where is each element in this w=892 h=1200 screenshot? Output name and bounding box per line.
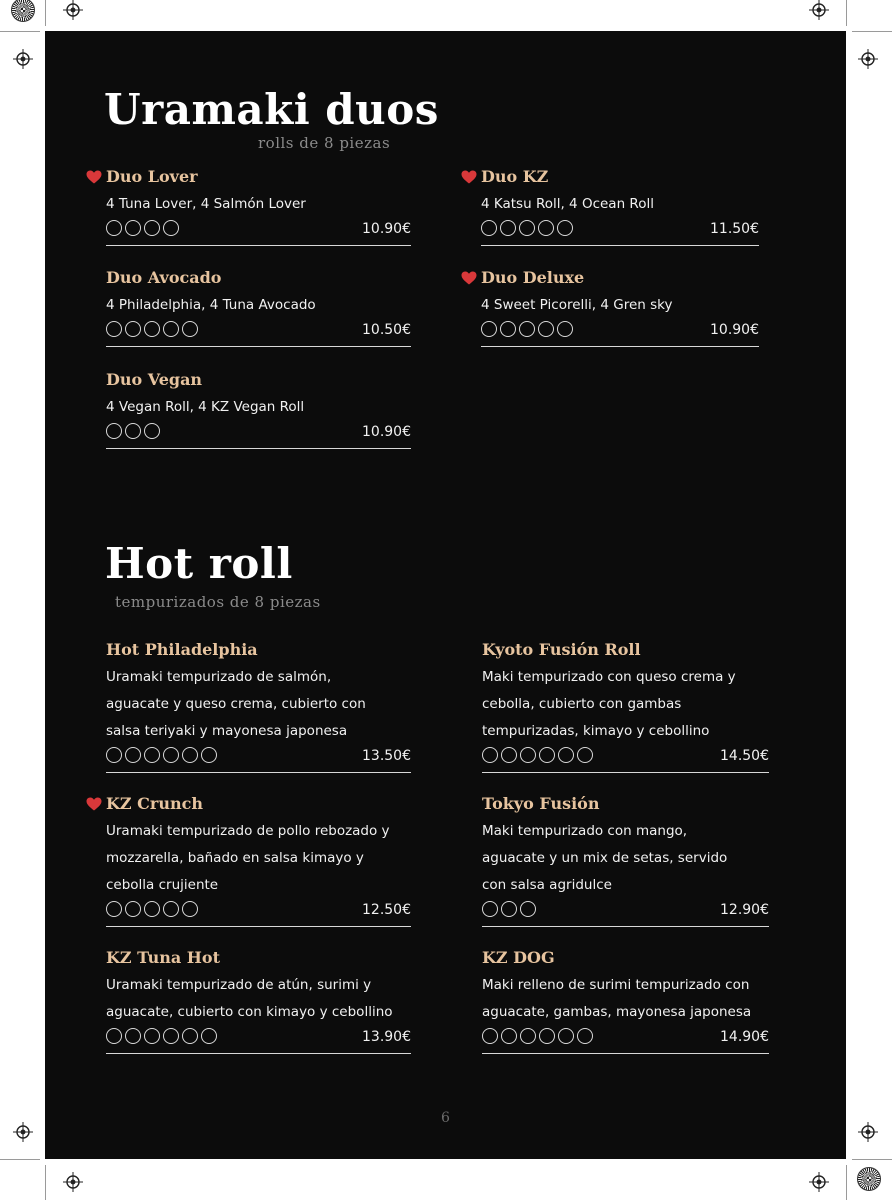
rating-circle-icon xyxy=(163,321,179,337)
item-name xyxy=(106,948,411,968)
item-description: 4 Vegan Roll, 4 KZ Vegan Roll xyxy=(106,399,305,415)
item-footer xyxy=(106,745,411,767)
item-divider xyxy=(481,245,759,246)
rating-circle-icon xyxy=(501,747,517,763)
crop-mark xyxy=(45,1165,46,1200)
registration-mark-icon xyxy=(809,1172,829,1192)
rating-circle-icon xyxy=(520,901,536,917)
crop-mark xyxy=(846,0,847,26)
item-name-text: KZ Tuna Hot xyxy=(106,948,220,967)
section-title-hot-roll: Hot roll xyxy=(105,539,293,588)
item-footer xyxy=(106,899,411,921)
crop-mark xyxy=(45,0,46,26)
rating-circle-icon xyxy=(125,423,141,439)
rating-circle-icon xyxy=(539,747,555,763)
rating-circle-icon xyxy=(558,1028,574,1044)
rating-circle-icon xyxy=(539,1028,555,1044)
item-divider xyxy=(106,772,411,773)
rating-circle-icon xyxy=(163,220,179,236)
item-name xyxy=(482,948,769,968)
registration-mark-icon xyxy=(809,0,829,20)
item-name-text: Duo KZ xyxy=(481,167,549,186)
item-description: Uramaki tempurizado de pollo rebozado y mozzarella, bañado en salsa kimayo y cebolla crujiente xyxy=(106,823,390,893)
rating-circle-icon xyxy=(106,220,122,236)
rating-circle-icon xyxy=(182,747,198,763)
rating-circle-icon xyxy=(557,321,573,337)
item-footer xyxy=(481,319,759,341)
crop-mark xyxy=(852,1159,892,1160)
rating-circles xyxy=(481,220,573,236)
rating-circle-icon xyxy=(106,901,122,917)
item-description: 4 Philadelphia, 4 Tuna Avocado xyxy=(106,297,316,313)
item-name xyxy=(106,167,411,187)
item-footer xyxy=(481,218,759,240)
item-name xyxy=(106,370,411,390)
item-description: 4 Tuna Lover, 4 Salmón Lover xyxy=(106,196,306,212)
item-name xyxy=(482,640,769,660)
item-description: Uramaki tempurizado de atún, surimi y aguacate, cubierto con kimayo y cebollino xyxy=(106,977,393,1020)
rating-circle-icon xyxy=(577,1028,593,1044)
item-footer xyxy=(106,319,411,341)
rating-circle-icon xyxy=(519,220,535,236)
item-price: 14.50€ xyxy=(720,748,769,764)
rating-circles xyxy=(106,901,198,917)
item-name xyxy=(481,268,759,288)
section-title-uramaki-duos: Uramaki duos xyxy=(104,85,439,134)
rating-circle-icon xyxy=(182,1028,198,1044)
item-footer xyxy=(482,1026,769,1048)
item-name-text: Duo Vegan xyxy=(106,370,203,389)
menu-item-duo-avocado xyxy=(106,268,411,347)
menu-item-tokyo-fusion xyxy=(482,794,769,927)
registration-mark-icon xyxy=(63,1172,83,1192)
rating-circle-icon xyxy=(201,747,217,763)
registration-mark-icon xyxy=(858,49,878,69)
item-divider xyxy=(106,448,411,449)
color-bar-icon xyxy=(11,0,35,22)
heart-icon xyxy=(86,797,102,811)
crop-mark xyxy=(846,1165,847,1200)
item-name-text: Tokyo Fusión xyxy=(482,794,600,813)
rating-circles xyxy=(482,901,536,917)
rating-circle-icon xyxy=(106,321,122,337)
rating-circle-icon xyxy=(163,901,179,917)
menu-item-kz-dog xyxy=(482,948,769,1054)
rating-circle-icon xyxy=(557,220,573,236)
rating-circle-icon xyxy=(106,747,122,763)
heart-icon xyxy=(86,170,102,184)
menu-item-duo-deluxe xyxy=(481,268,759,347)
rating-circle-icon xyxy=(481,321,497,337)
item-divider xyxy=(106,1053,411,1054)
item-footer xyxy=(106,421,411,443)
rating-circle-icon xyxy=(538,321,554,337)
item-price: 12.50€ xyxy=(362,902,411,918)
rating-circle-icon xyxy=(519,321,535,337)
menu-item-hot-philadelphia xyxy=(106,640,411,773)
menu-page xyxy=(45,31,846,1159)
item-divider xyxy=(482,772,769,773)
rating-circle-icon xyxy=(201,1028,217,1044)
rating-circle-icon xyxy=(520,747,536,763)
rating-circles xyxy=(106,423,160,439)
rating-circle-icon xyxy=(144,220,160,236)
rating-circle-icon xyxy=(163,1028,179,1044)
menu-item-kz-tuna-hot xyxy=(106,948,411,1054)
rating-circle-icon xyxy=(125,747,141,763)
rating-circle-icon xyxy=(482,901,498,917)
rating-circle-icon xyxy=(482,1028,498,1044)
item-divider xyxy=(482,926,769,927)
rating-circle-icon xyxy=(501,1028,517,1044)
rating-circles xyxy=(482,747,593,763)
registration-mark-icon xyxy=(13,49,33,69)
item-description: 4 Katsu Roll, 4 Ocean Roll xyxy=(481,196,654,212)
rating-circle-icon xyxy=(520,1028,536,1044)
rating-circle-icon xyxy=(500,220,516,236)
item-name-text: Duo Deluxe xyxy=(481,268,585,287)
item-price: 13.50€ xyxy=(362,748,411,764)
rating-circles xyxy=(482,1028,593,1044)
rating-circle-icon xyxy=(125,220,141,236)
rating-circle-icon xyxy=(558,747,574,763)
crop-mark xyxy=(0,31,40,32)
item-divider xyxy=(106,245,411,246)
rating-circle-icon xyxy=(125,1028,141,1044)
item-description: Uramaki tempurizado de salmón, aguacate y queso crema, cubierto con salsa teriyaki y mayonesa japonesa xyxy=(106,669,366,739)
crop-mark xyxy=(0,1159,40,1160)
rating-circle-icon xyxy=(125,901,141,917)
item-footer xyxy=(106,1026,411,1048)
rating-circles xyxy=(106,220,179,236)
menu-item-kz-crunch xyxy=(106,794,411,927)
rating-circle-icon xyxy=(182,901,198,917)
rating-circles xyxy=(106,1028,217,1044)
item-price: 12.90€ xyxy=(720,902,769,918)
item-divider xyxy=(482,1053,769,1054)
crop-mark xyxy=(852,31,892,32)
item-name-text: Duo Lover xyxy=(106,167,198,186)
heart-icon xyxy=(461,170,477,184)
rating-circle-icon xyxy=(144,1028,160,1044)
rating-circle-icon xyxy=(182,321,198,337)
item-price: 10.90€ xyxy=(362,424,411,440)
menu-item-duo-kz xyxy=(481,167,759,246)
item-name-text: Duo Avocado xyxy=(106,268,222,287)
section-subtitle-uramaki-duos: rolls de 8 piezas xyxy=(258,134,391,152)
color-bar-icon xyxy=(857,1167,881,1191)
rating-circle-icon xyxy=(163,747,179,763)
item-footer xyxy=(482,745,769,767)
item-name-text: Hot Philadelphia xyxy=(106,640,258,659)
registration-mark-icon xyxy=(858,1122,878,1142)
item-name-text: Kyoto Fusión Roll xyxy=(482,640,641,659)
rating-circle-icon xyxy=(144,747,160,763)
rating-circle-icon xyxy=(144,901,160,917)
rating-circle-icon xyxy=(125,321,141,337)
menu-item-kyoto-fusion-roll xyxy=(482,640,769,773)
item-name-text: KZ DOG xyxy=(482,948,555,967)
item-description: Maki tempurizado con queso crema y cebolla, cubierto con gambas tempurizadas, kimayo y cebollino xyxy=(482,669,736,739)
item-price: 10.90€ xyxy=(710,322,759,338)
item-price: 14.90€ xyxy=(720,1029,769,1045)
item-description: Maki tempurizado con mango, aguacate y un mix de setas, servido con salsa agridulce xyxy=(482,823,728,893)
rating-circle-icon xyxy=(538,220,554,236)
item-name xyxy=(482,794,769,814)
rating-circle-icon xyxy=(577,747,593,763)
item-footer xyxy=(482,899,769,921)
menu-item-duo-vegan xyxy=(106,370,411,449)
item-name xyxy=(106,640,411,660)
section-subtitle-hot-roll: tempurizados de 8 piezas xyxy=(115,593,321,611)
item-name xyxy=(106,794,411,814)
item-divider xyxy=(106,926,411,927)
registration-mark-icon xyxy=(13,1122,33,1142)
item-name xyxy=(106,268,411,288)
item-name xyxy=(481,167,759,187)
rating-circles xyxy=(106,321,198,337)
heart-icon xyxy=(461,271,477,285)
menu-item-duo-lover xyxy=(106,167,411,246)
page-number: 6 xyxy=(441,1110,450,1126)
rating-circles xyxy=(106,747,217,763)
item-description: 4 Sweet Picorelli, 4 Gren sky xyxy=(481,297,673,313)
registration-mark-icon xyxy=(63,0,83,20)
item-price: 13.90€ xyxy=(362,1029,411,1045)
item-divider xyxy=(481,346,759,347)
rating-circle-icon xyxy=(144,423,160,439)
rating-circles xyxy=(481,321,573,337)
item-name-text: KZ Crunch xyxy=(106,794,203,813)
item-price: 10.90€ xyxy=(362,221,411,237)
item-divider xyxy=(106,346,411,347)
rating-circle-icon xyxy=(482,747,498,763)
item-price: 10.50€ xyxy=(362,322,411,338)
rating-circle-icon xyxy=(144,321,160,337)
rating-circle-icon xyxy=(106,1028,122,1044)
item-description: Maki relleno de surimi tempurizado con aguacate, gambas, mayonesa japonesa xyxy=(482,977,752,1020)
rating-circle-icon xyxy=(501,901,517,917)
item-footer xyxy=(106,218,411,240)
item-price: 11.50€ xyxy=(710,221,759,237)
rating-circle-icon xyxy=(106,423,122,439)
rating-circle-icon xyxy=(481,220,497,236)
rating-circle-icon xyxy=(500,321,516,337)
